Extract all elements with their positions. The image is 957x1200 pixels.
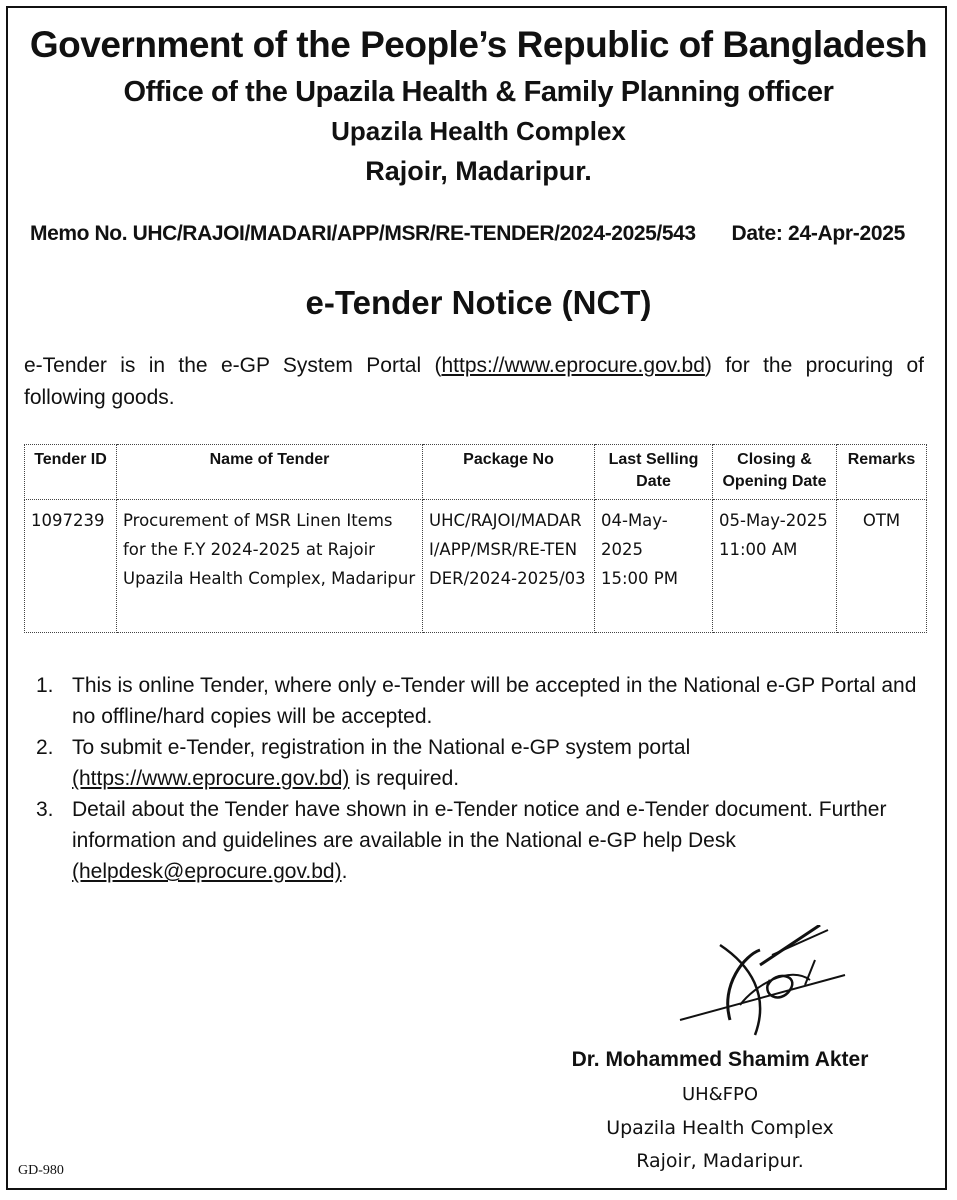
cell-last-selling xyxy=(595,500,713,633)
item-body xyxy=(72,794,926,887)
notice-title: e-Tender Notice (NCT) xyxy=(305,284,652,321)
cell-name: Procurement of MSR Linen Items for the F.Y 2024-2025 at Rajoir Upazila Health Complex, Madaripur xyxy=(117,500,423,633)
cell-tender-id: 1097239 xyxy=(25,500,117,633)
signatory-name: Dr. Mohammed Shamim Akter xyxy=(571,1048,869,1071)
item-body xyxy=(72,732,926,794)
cell-package xyxy=(423,500,595,633)
item-text: This is online Tender, where only e-Tender will be accepted in the National e-GP Portal and no offline/hard copies will be accepted. xyxy=(72,674,917,728)
cell-remarks: OTM xyxy=(837,500,927,633)
col-last-selling: Last Selling Date xyxy=(595,445,713,500)
header-location: Rajoir, Madaripur. xyxy=(365,156,592,186)
table-header-row xyxy=(25,445,927,500)
list-item xyxy=(36,732,926,794)
intro-paragraph xyxy=(24,350,924,414)
signatory-place: Rajoir, Madaripur. xyxy=(636,1150,804,1172)
signatory-office: Upazila Health Complex xyxy=(606,1117,834,1139)
col-package: Package No xyxy=(423,445,595,500)
table-row xyxy=(25,500,927,633)
tender-table xyxy=(24,444,927,633)
package-text: UHC/RAJOI/MADARI/APP/MSR/RE-TENDER/2024-2025/03 xyxy=(429,511,586,588)
col-closing: Closing & Opening Date xyxy=(713,445,837,500)
item-text: Detail about the Tender have shown in e-Tender notice and e-Tender document. Further information and guidelines are available in the National e-GP help Desk xyxy=(72,798,887,852)
item-number: 1. xyxy=(36,674,54,697)
portal-link[interactable]: https://www.eprocure.gov.bd xyxy=(441,354,705,377)
last-selling-date: 04-May-2025 xyxy=(601,511,668,559)
item-text: To submit e-Tender, registration in the National e-GP system portal xyxy=(72,736,691,759)
closing-date: 05-May-2025 xyxy=(719,511,828,530)
col-remarks: Remarks xyxy=(837,445,927,500)
list-item xyxy=(36,794,926,887)
portal-link-2[interactable]: (https://www.eprocure.gov.bd) xyxy=(72,767,350,790)
list-item xyxy=(36,670,926,732)
helpdesk-email-link[interactable]: (helpdesk@eprocure.gov.bd) xyxy=(72,860,342,883)
memo-date: Date: 24-Apr-2025 xyxy=(731,222,905,245)
signature-image xyxy=(660,925,850,1045)
item-after: . xyxy=(341,860,348,883)
intro-before: e-Tender is in the e-GP System Portal ( xyxy=(24,354,442,377)
cell-closing xyxy=(713,500,837,633)
memo-number: Memo No. UHC/RAJOI/MADARI/APP/MSR/RE-TENDER/2024-2025/543 xyxy=(30,222,696,245)
header-government: Government of the People’s Republic of Bangladesh xyxy=(29,24,928,65)
last-selling-time: 15:00 PM xyxy=(601,569,678,588)
header-complex: Upazila Health Complex xyxy=(331,116,626,146)
intro-after: ) for the procuring of following goods. xyxy=(24,354,924,409)
item-number: 3. xyxy=(36,798,54,821)
col-name: Name of Tender xyxy=(117,445,423,500)
footer-code: GD-980 xyxy=(18,1163,64,1178)
header-office: Office of the Upazila Health & Family Planning officer xyxy=(123,76,834,108)
item-number: 2. xyxy=(36,736,54,759)
col-tender-id: Tender ID xyxy=(25,445,117,500)
closing-time: 11:00 AM xyxy=(719,540,798,559)
notes-list xyxy=(36,670,926,887)
item-after: is required. xyxy=(349,767,460,790)
signatory-designation: UH&FPO xyxy=(681,1084,759,1105)
